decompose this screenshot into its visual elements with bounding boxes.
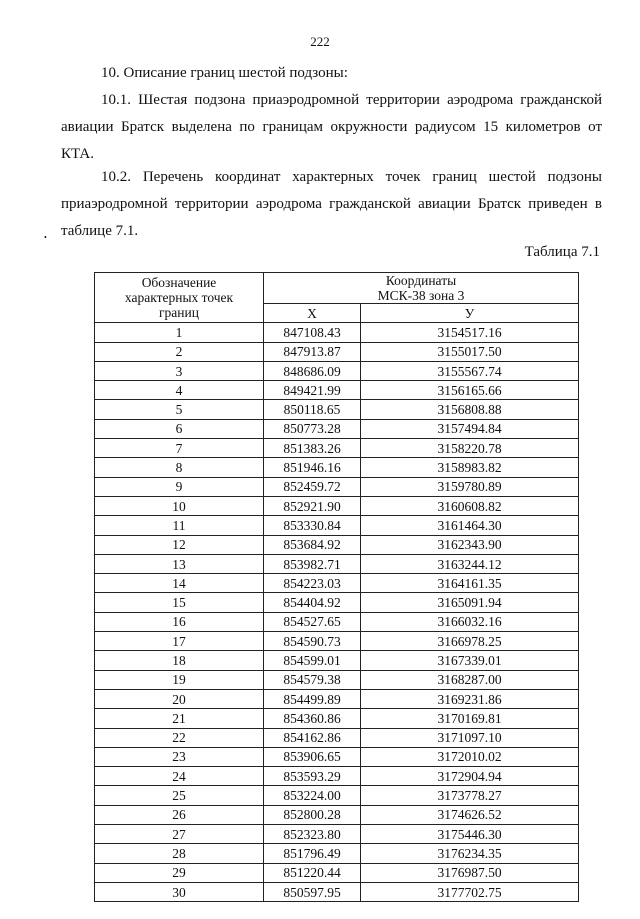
point-number-cell: 29 bbox=[95, 863, 264, 882]
y-coordinate-cell: 3159780.89 bbox=[361, 477, 579, 496]
y-coordinate-cell: 3172904.94 bbox=[361, 767, 579, 786]
x-coordinate-cell: 853982.71 bbox=[264, 554, 361, 573]
point-number-cell: 26 bbox=[95, 805, 264, 824]
y-coordinate-cell: 3158983.82 bbox=[361, 458, 579, 477]
table-row bbox=[95, 516, 579, 535]
point-number-cell: 12 bbox=[95, 535, 264, 554]
y-coordinate-cell: 3157494.84 bbox=[361, 419, 579, 438]
x-coordinate-cell: 851383.26 bbox=[264, 439, 361, 458]
point-number-cell: 17 bbox=[95, 632, 264, 651]
point-number-cell: 28 bbox=[95, 844, 264, 863]
table-header bbox=[95, 273, 579, 323]
table-row bbox=[95, 767, 579, 786]
x-coordinate-cell: 852459.72 bbox=[264, 477, 361, 496]
point-number-cell: 25 bbox=[95, 786, 264, 805]
x-coordinate-cell: 847108.43 bbox=[264, 323, 361, 342]
point-number-cell: 2 bbox=[95, 342, 264, 361]
y-coordinate-cell: 3170169.81 bbox=[361, 709, 579, 728]
point-number-cell: 22 bbox=[95, 728, 264, 747]
table-caption: Таблица 7.1 bbox=[524, 244, 600, 260]
point-number-cell: 10 bbox=[95, 496, 264, 515]
table-row bbox=[95, 747, 579, 766]
table-row bbox=[95, 709, 579, 728]
header-designation-line3: границ bbox=[159, 305, 199, 321]
x-coordinate-cell: 854527.65 bbox=[264, 612, 361, 631]
table-row bbox=[95, 728, 579, 747]
header-coordinates-line1: Координаты bbox=[385, 273, 457, 288]
table-row bbox=[95, 458, 579, 477]
y-coordinate-cell: 3168287.00 bbox=[361, 670, 579, 689]
point-number-cell: 20 bbox=[95, 689, 264, 708]
table-row bbox=[95, 574, 579, 593]
x-coordinate-cell: 850773.28 bbox=[264, 419, 361, 438]
point-number-cell: 8 bbox=[95, 458, 264, 477]
point-number-cell: 21 bbox=[95, 709, 264, 728]
header-coordinates bbox=[264, 273, 579, 304]
y-coordinate-cell: 3172010.02 bbox=[361, 747, 579, 766]
table-row bbox=[95, 632, 579, 651]
paragraph-10-2: 10.2. Перечень координат характерных точек границ шестой подзоны приаэродромной территории аэродрома гражданской авиации Братск приведен в таблице 7.1. bbox=[61, 169, 602, 239]
y-coordinate-cell: 3160608.82 bbox=[361, 496, 579, 515]
y-coordinate-cell: 3167339.01 bbox=[361, 651, 579, 670]
table-row bbox=[95, 670, 579, 689]
table-row bbox=[95, 323, 579, 342]
x-coordinate-cell: 854599.01 bbox=[264, 651, 361, 670]
header-coordinates-line2: МСК-38 зона 3 bbox=[377, 288, 465, 303]
y-coordinate-cell: 3169231.86 bbox=[361, 689, 579, 708]
x-coordinate-cell: 849421.99 bbox=[264, 381, 361, 400]
x-coordinate-cell: 854499.89 bbox=[264, 689, 361, 708]
paragraph-10-1: 10.1. Шестая подзона приаэродромной территории аэродрома гражданской авиации Братск выделена по границам окружности радиусом 15 километров от КТА. bbox=[61, 92, 602, 162]
x-coordinate-cell: 847913.87 bbox=[264, 342, 361, 361]
y-coordinate-cell: 3155567.74 bbox=[361, 361, 579, 380]
x-coordinate-cell: 852921.90 bbox=[264, 496, 361, 515]
x-coordinate-cell: 854360.86 bbox=[264, 709, 361, 728]
page-number: 222 bbox=[310, 34, 330, 49]
section-heading: 10. Описание границ шестой подзоны: bbox=[101, 65, 348, 81]
x-coordinate-cell: 854590.73 bbox=[264, 632, 361, 651]
point-number-cell: 1 bbox=[95, 323, 264, 342]
y-coordinate-cell: 3161464.30 bbox=[361, 516, 579, 535]
point-number-cell: 15 bbox=[95, 593, 264, 612]
table-row bbox=[95, 805, 579, 824]
header-designation bbox=[95, 273, 264, 323]
table-row bbox=[95, 381, 579, 400]
y-coordinate-cell: 3164161.35 bbox=[361, 574, 579, 593]
x-coordinate-cell: 853593.29 bbox=[264, 767, 361, 786]
point-number-cell: 19 bbox=[95, 670, 264, 689]
table-body bbox=[95, 323, 579, 902]
point-number-cell: 6 bbox=[95, 419, 264, 438]
table-row bbox=[95, 882, 579, 901]
table-row bbox=[95, 651, 579, 670]
x-coordinate-cell: 848686.09 bbox=[264, 361, 361, 380]
y-coordinate-cell: 3176987.50 bbox=[361, 863, 579, 882]
point-number-cell: 16 bbox=[95, 612, 264, 631]
y-coordinate-cell: 3156808.88 bbox=[361, 400, 579, 419]
y-coordinate-cell: 3175446.30 bbox=[361, 825, 579, 844]
coordinates-table bbox=[94, 272, 579, 902]
margin-mark: • bbox=[44, 233, 47, 242]
header-y: У bbox=[361, 304, 579, 323]
x-coordinate-cell: 853684.92 bbox=[264, 535, 361, 554]
table-row bbox=[95, 863, 579, 882]
y-coordinate-cell: 3155017.50 bbox=[361, 342, 579, 361]
table-row bbox=[95, 361, 579, 380]
table-row bbox=[95, 786, 579, 805]
x-coordinate-cell: 853330.84 bbox=[264, 516, 361, 535]
table-row bbox=[95, 689, 579, 708]
x-coordinate-cell: 852323.80 bbox=[264, 825, 361, 844]
x-coordinate-cell: 852800.28 bbox=[264, 805, 361, 824]
table-row bbox=[95, 844, 579, 863]
y-coordinate-cell: 3166978.25 bbox=[361, 632, 579, 651]
x-coordinate-cell: 854404.92 bbox=[264, 593, 361, 612]
table-row bbox=[95, 612, 579, 631]
x-coordinate-cell: 853224.00 bbox=[264, 786, 361, 805]
point-number-cell: 4 bbox=[95, 381, 264, 400]
x-coordinate-cell: 850597.95 bbox=[264, 882, 361, 901]
x-coordinate-cell: 850118.65 bbox=[264, 400, 361, 419]
point-number-cell: 9 bbox=[95, 477, 264, 496]
x-coordinate-cell: 854579.38 bbox=[264, 670, 361, 689]
point-number-cell: 18 bbox=[95, 651, 264, 670]
point-number-cell: 23 bbox=[95, 747, 264, 766]
table-row bbox=[95, 477, 579, 496]
x-coordinate-cell: 854223.03 bbox=[264, 574, 361, 593]
header-designation-line1: Обозначение bbox=[141, 275, 217, 291]
point-number-cell: 5 bbox=[95, 400, 264, 419]
point-number-cell: 24 bbox=[95, 767, 264, 786]
x-coordinate-cell: 851796.49 bbox=[264, 844, 361, 863]
table-row bbox=[95, 554, 579, 573]
point-number-cell: 14 bbox=[95, 574, 264, 593]
y-coordinate-cell: 3176234.35 bbox=[361, 844, 579, 863]
y-coordinate-cell: 3156165.66 bbox=[361, 381, 579, 400]
y-coordinate-cell: 3163244.12 bbox=[361, 554, 579, 573]
y-coordinate-cell: 3165091.94 bbox=[361, 593, 579, 612]
point-number-cell: 11 bbox=[95, 516, 264, 535]
x-coordinate-cell: 854162.86 bbox=[264, 728, 361, 747]
x-coordinate-cell: 851220.44 bbox=[264, 863, 361, 882]
table-row bbox=[95, 439, 579, 458]
y-coordinate-cell: 3154517.16 bbox=[361, 323, 579, 342]
x-coordinate-cell: 853906.65 bbox=[264, 747, 361, 766]
table-row bbox=[95, 825, 579, 844]
y-coordinate-cell: 3173778.27 bbox=[361, 786, 579, 805]
point-number-cell: 13 bbox=[95, 554, 264, 573]
table-row bbox=[95, 496, 579, 515]
y-coordinate-cell: 3162343.90 bbox=[361, 535, 579, 554]
x-coordinate-cell: 851946.16 bbox=[264, 458, 361, 477]
table-row bbox=[95, 342, 579, 361]
point-number-cell: 3 bbox=[95, 361, 264, 380]
point-number-cell: 7 bbox=[95, 439, 264, 458]
table-row bbox=[95, 400, 579, 419]
point-number-cell: 30 bbox=[95, 882, 264, 901]
table-row bbox=[95, 535, 579, 554]
y-coordinate-cell: 3166032.16 bbox=[361, 612, 579, 631]
header-designation-line2: характерных точек bbox=[124, 290, 234, 306]
header-x: X bbox=[264, 304, 361, 323]
table-row bbox=[95, 419, 579, 438]
y-coordinate-cell: 3177702.75 bbox=[361, 882, 579, 901]
y-coordinate-cell: 3171097.10 bbox=[361, 728, 579, 747]
y-coordinate-cell: 3174626.52 bbox=[361, 805, 579, 824]
y-coordinate-cell: 3158220.78 bbox=[361, 439, 579, 458]
table-row bbox=[95, 593, 579, 612]
point-number-cell: 27 bbox=[95, 825, 264, 844]
